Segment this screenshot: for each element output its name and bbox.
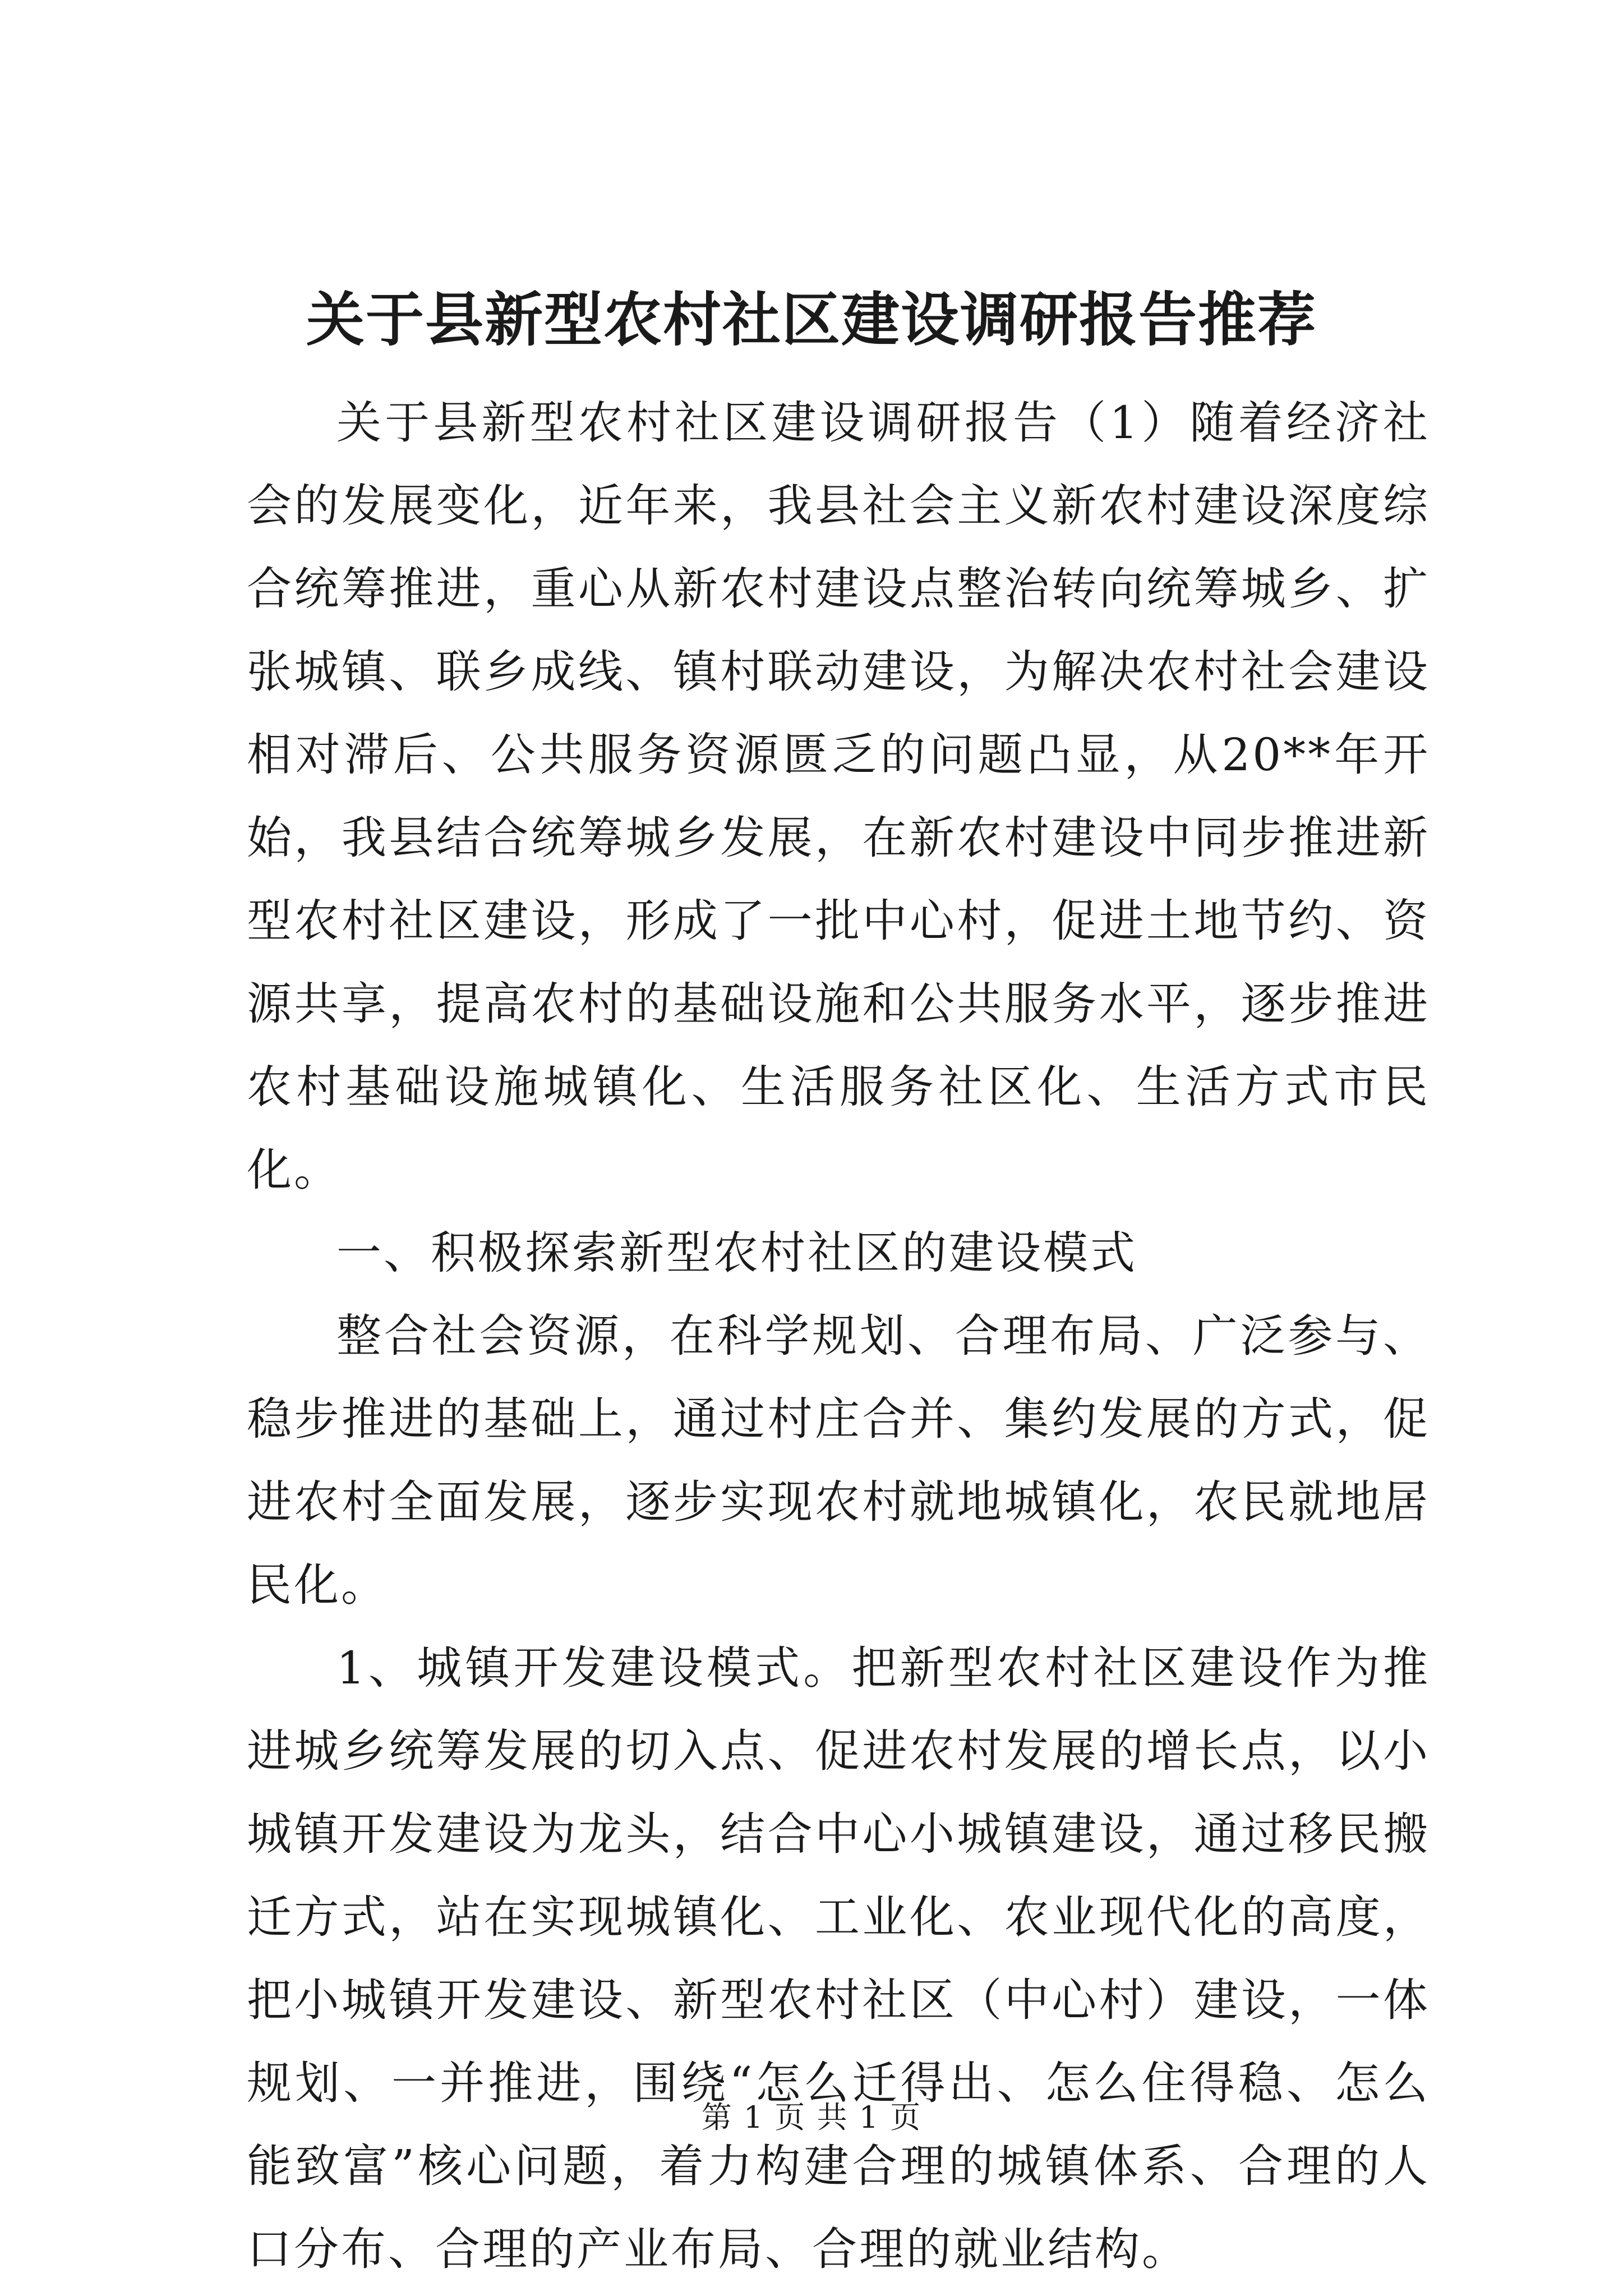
- paragraph-section-1: 整合社会资源，在科学规划、合理布局、广泛参与、稳步推进的基础上，通过村庄合并、集约发展的方式，促进农村全面发展，逐步实现农村就地城镇化，农民就地居民化。: [247, 1310, 1430, 1611]
- document-title: 关于县新型农村社区建设调研报告推荐: [306, 285, 1317, 354]
- section-heading-1: 一、积极探索新型农村社区的建设模式: [336, 1227, 1137, 1279]
- page-footer: 第 1 页 共 1 页: [701, 2100, 922, 2135]
- paragraph-intro: 关于县新型农村社区建设调研报告（1）随着经济社会的发展变化，近年来，我县社会主义新农村建设深度综合统筹推进，重心从新农村建设点整治转向统筹城乡、扩张城镇、联乡成线、镇村联动建设，为解决农村社会建设相对滞后、公共服务资源匮乏的问题凸显，从20**年开始，我县结合统筹城乡发展，在新农村建设中同步推进新型农村社区建设，形成了一批中心村，促进土地节约、资源共享，提高农村的基础设施和公共服务水平，逐步推进农村基础设施城镇化、生活服务社区化、生活方式市民化。: [247, 397, 1430, 1196]
- paragraph-item-1: 1、城镇开发建设模式。把新型农村社区建设作为推进城乡统筹发展的切入点、促进农村发展的增长点，以小城镇开发建设为龙头，结合中心小城镇建设，通过移民搬迁方式，站在实现城镇化、工业化、农业现代化的高度，把小城镇开发建设、新型农村社区（中心村）建设，一体规划、一并推进，围绕“怎么迁得出、怎么住得稳、怎么能致富”核心问题，着力构建合理的城镇体系、合理的人口分布、合理的产业布局、合理的就业结构。: [247, 1642, 1430, 2275]
- document-body: [247, 381, 1430, 2291]
